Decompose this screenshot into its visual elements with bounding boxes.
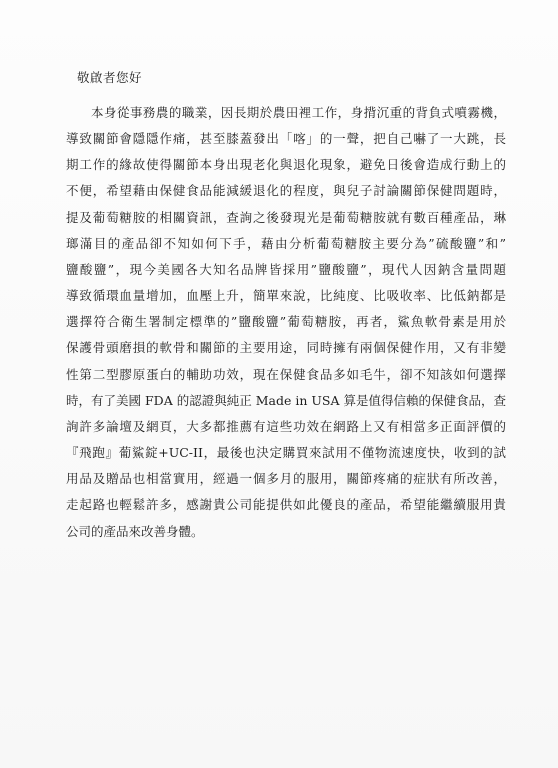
letter-line: 性第二型膠原蛋白的輔助功效，現在保健食品多如毛牛，卻不知該如何選擇 [66,366,506,382]
letter-line: 導致關節會隱隱作痛，甚至膝蓋發出「喀」的一聲，把自己嚇了一大跳，長 [66,131,506,147]
letter-line: 選擇符合衛生署制定標準的”鹽酸鹽”葡萄糖胺，再者，鯊魚軟骨素是用於 [66,314,506,330]
letter-paragraph [66,100,506,545]
letter-line: 詢許多論壇及網頁，大多都推薦有這些功效在網路上又有相當多正面評價的 [66,418,506,434]
letter-line: 鹽酸鹽”，現今美國各大知名品牌皆採用”鹽酸鹽”，現代人因鈉含量問題 [66,261,506,277]
letter-line: 瑯滿目的產品卻不知如何下手，藉由分析葡萄糖胺主要分為”硫酸鹽”和” [66,235,506,251]
letter-body [66,70,506,545]
letter-line: 公司的產品來改善身體。 [66,523,204,539]
letter-salutation: 敬啟者您好 [77,70,143,85]
letter-line: 不便，希望藉由保健食品能減緩退化的程度，與兒子討論關節保健問題時， [66,183,506,199]
letter-line: 『飛跑』葡鯊錠+UC-II，最後也決定購買來試用不僅物流速度快，收到的試 [66,445,506,461]
letter-line: 期工作的緣故使得關節本身出現老化與退化現象，避免日後會造成行動上的 [66,157,506,173]
letter-line: 時，有了美國 FDA 的認證與純正 Made in USA 算是值得信賴的保健食品，查 [66,392,506,408]
letter-line: 保護骨頭磨損的軟骨和關節的主要用途，同時擁有兩個保健作用，又有非變 [66,340,506,356]
letter-line: 本身從事務農的職業，因長期於農田裡工作，身揹沉重的背負式噴霧機， [91,105,506,120]
letter-line: 導致循環血量增加，血壓上升，簡單來說，比純度、比吸收率、比低鈉都是 [66,288,506,304]
letter-line: 走起路也輕鬆許多，感謝貴公司能提供如此優良的產品，希望能繼續服用貴 [66,497,506,513]
letter-line: 提及葡萄糖胺的相關資訊，查詢之後發現光是葡萄糖胺就有數百種產品，琳 [66,209,506,225]
letter-line: 用品及贈品也相當實用，經過一個多月的服用，關節疼痛的症狀有所改善， [66,471,506,487]
